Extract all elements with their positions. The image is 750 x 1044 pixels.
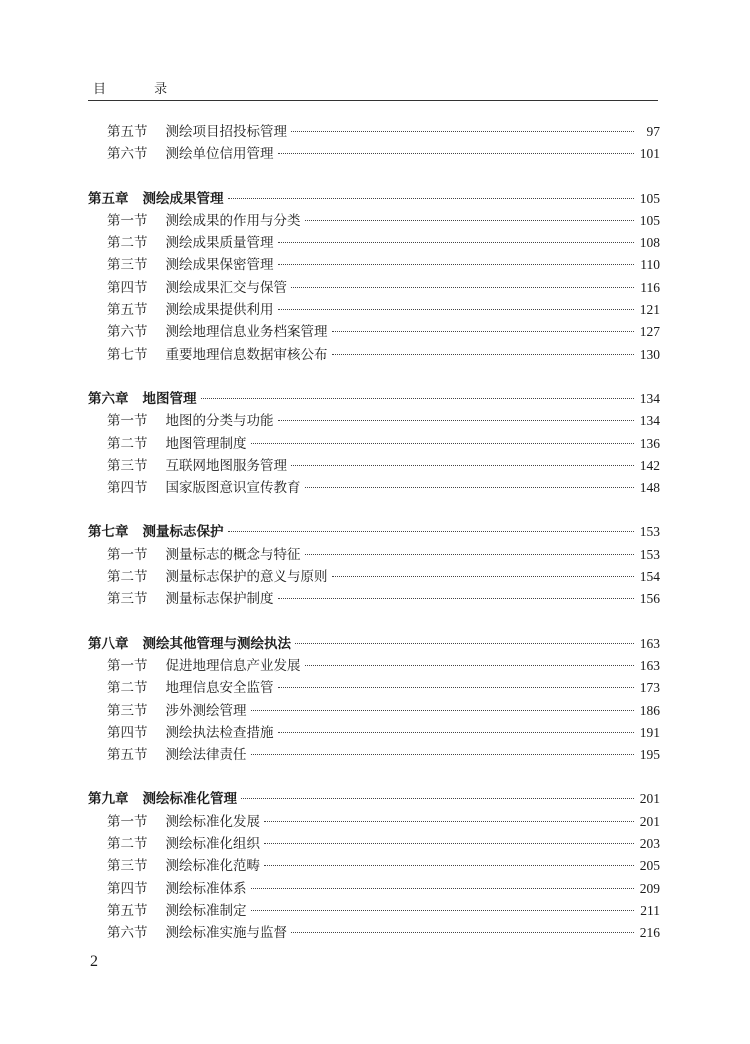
entry-title: 测绘标准化组织 [165,836,260,853]
toc-section-entry[interactable] [88,277,660,299]
entry-page-number: 134 [639,413,660,429]
entry-label: 第七章 [88,524,129,541]
entry-label: 第二节 [107,235,148,252]
dot-leader [305,665,635,666]
entry-page-number: 142 [639,457,660,473]
dot-leader [291,131,634,132]
toc-chapter-entry[interactable] [88,788,660,810]
dot-leader [332,354,635,355]
dot-leader [264,865,634,866]
entry-title: 测绘标准体系 [165,880,247,897]
toc-section-entry[interactable] [88,700,660,722]
entry-page-number: 136 [639,435,660,451]
entry-label: 第四节 [107,724,148,741]
toc-group [88,788,660,944]
entry-title: 测绘标准化发展 [165,813,260,830]
toc-section-entry[interactable] [88,455,660,477]
entry-page-number: 163 [639,635,660,651]
entry-page-number: 203 [639,836,660,852]
entry-label: 第一节 [107,657,148,674]
entry-label: 第五节 [107,902,148,919]
entry-title: 地理信息安全监管 [165,680,274,697]
entry-title: 测绘标准制定 [165,902,247,919]
dot-leader [278,598,635,599]
entry-title: 重要地理信息数据审核公布 [165,346,328,363]
entry-page-number: 130 [639,346,660,362]
entry-title: 地图的分类与功能 [165,413,274,430]
dot-leader [278,242,635,243]
entry-title: 测绘地理信息业务档案管理 [165,324,328,341]
dot-leader [278,732,635,733]
toc-group [88,388,660,499]
entry-label: 第六章 [88,390,129,407]
toc-section-entry[interactable] [88,254,660,276]
entry-page-number: 121 [639,302,660,318]
dot-leader [295,643,634,644]
entry-label: 第一节 [107,212,148,229]
entry-label: 第九章 [88,791,129,808]
dot-leader [201,398,635,399]
toc-section-entry[interactable] [88,232,660,254]
entry-label: 第二节 [107,836,148,853]
entry-title: 测绘成果质量管理 [165,235,274,252]
entry-label: 第七节 [107,346,148,363]
toc-section-entry[interactable] [88,210,660,232]
entry-title: 测绘项目招投标管理 [165,124,287,140]
entry-page-number: 156 [639,591,660,607]
dot-leader [332,576,635,577]
dot-leader [291,932,634,933]
toc-section-entry[interactable] [88,833,660,855]
entry-page-number: 116 [640,279,660,295]
toc-group [88,521,660,610]
dot-leader [278,153,635,154]
dot-leader [251,710,635,711]
dot-leader [228,198,635,199]
toc-chapter-entry[interactable] [88,188,660,210]
entry-title: 涉外测绘管理 [165,702,247,719]
toc-section-entry[interactable] [88,143,660,165]
toc-section-entry[interactable] [88,321,660,343]
entry-label: 第六节 [107,925,148,942]
dot-leader [305,487,635,488]
dot-leader [278,687,635,688]
entry-title: 测绘标准化管理 [142,791,237,808]
entry-label: 第一节 [107,413,148,430]
toc-section-entry[interactable] [88,744,660,766]
entry-title: 测绘成果管理 [142,190,224,207]
dot-leader [251,910,635,911]
entry-page-number: 191 [639,724,660,740]
entry-label: 第三节 [107,702,148,719]
entry-label: 第四节 [107,279,148,296]
dot-leader [332,331,635,332]
toc-section-entry[interactable] [88,878,660,900]
entry-title: 测绘执法检查措施 [165,724,274,741]
entry-page-number: 153 [639,546,660,562]
entry-title: 测绘成果的作用与分类 [165,212,301,229]
entry-page-number: 97 [646,124,660,139]
dot-leader [291,287,634,288]
entry-page-number: 154 [639,569,660,585]
toc-section-entry[interactable] [88,811,660,833]
dot-leader [291,465,634,466]
dot-leader [305,554,635,555]
entry-title: 测绘成果汇交与保管 [165,279,287,296]
entry-label: 第四节 [107,480,148,497]
entry-page-number: 195 [639,747,660,763]
entry-title: 测量标志保护 [142,524,224,541]
entry-title: 测量标志的概念与特征 [165,546,301,563]
entry-title: 测量标志保护制度 [165,591,274,608]
entry-page-number: 173 [639,680,660,696]
toc-group [88,121,660,166]
dot-leader [305,220,635,221]
entry-title: 地图管理制度 [165,435,247,452]
entry-page-number: 163 [639,657,660,673]
entry-label: 第五节 [107,747,148,764]
dot-leader [251,443,635,444]
header-divider [88,100,658,101]
dot-leader [241,798,634,799]
entry-label: 第二节 [107,569,148,586]
entry-label: 第三节 [107,591,148,608]
entry-page-number: 101 [639,146,660,162]
dot-leader [251,754,635,755]
toc-chapter-entry[interactable] [88,633,660,655]
running-header: 目 录 [93,82,190,97]
toc-section-entry[interactable] [88,344,660,366]
entry-label: 第六节 [107,146,148,163]
toc-chapter-entry[interactable] [88,521,660,543]
entry-label: 第五章 [88,190,129,207]
entry-title: 测绘法律责任 [165,747,247,764]
toc-section-entry[interactable] [88,410,660,432]
entry-page-number: 127 [639,324,660,340]
entry-title: 促进地理信息产业发展 [165,657,301,674]
toc-section-entry[interactable] [88,922,660,944]
entry-title: 国家版图意识宣传教育 [165,480,301,497]
entry-label: 第二节 [107,680,148,697]
entry-label: 第一节 [107,813,148,830]
entry-page-number: 201 [639,813,660,829]
entry-page-number: 209 [639,880,660,896]
toc-group [88,188,660,366]
entry-label: 第一节 [107,546,148,563]
entry-label: 第四节 [107,880,148,897]
toc-chapter-entry[interactable] [88,388,660,410]
entry-label: 第五节 [107,302,148,319]
toc-section-entry[interactable] [88,433,660,455]
entry-page-number: 153 [639,524,660,540]
entry-page-number: 148 [639,480,660,496]
entry-title: 测绘成果保密管理 [165,257,274,274]
toc-section-entry[interactable] [88,855,660,877]
toc-section-entry[interactable] [88,588,660,610]
table-of-contents [88,121,660,945]
toc-group [88,633,660,767]
entry-page-number: 216 [639,925,660,941]
toc-section-entry[interactable] [88,299,660,321]
toc-section-entry[interactable] [88,655,660,677]
dot-leader [251,888,635,889]
entry-title: 互联网地图服务管理 [165,457,287,474]
entry-title: 测绘单位信用管理 [165,146,274,163]
page-number: 2 [90,953,98,970]
entry-page-number: 205 [639,858,660,874]
entry-page-number: 105 [639,212,660,228]
entry-page-number: 201 [639,791,660,807]
entry-title: 测绘其他管理与测绘执法 [142,635,291,652]
entry-label: 第三节 [107,457,148,474]
toc-section-entry[interactable] [88,477,660,499]
entry-title: 测绘标准实施与监督 [165,925,287,942]
entry-page-number: 186 [639,702,660,718]
entry-title: 测绘成果提供利用 [165,302,274,319]
entry-page-number: 211 [640,902,660,918]
dot-leader [264,843,634,844]
dot-leader [228,531,635,532]
toc-section-entry[interactable] [88,566,660,588]
dot-leader [264,821,634,822]
entry-label: 第六节 [107,324,148,341]
toc-section-entry[interactable] [88,677,660,699]
entry-page-number: 110 [640,257,660,273]
toc-section-entry[interactable] [88,722,660,744]
entry-page-number: 134 [639,390,660,406]
dot-leader [278,420,635,421]
entry-label: 第三节 [107,257,148,274]
dot-leader [278,264,635,265]
entry-label: 第二节 [107,435,148,452]
entry-title: 测量标志保护的意义与原则 [165,569,328,586]
entry-label: 第五节 [107,124,148,140]
entry-label: 第三节 [107,858,148,875]
entry-title: 测绘标准化范畴 [165,858,260,875]
entry-title: 地图管理 [142,390,197,407]
toc-section-entry[interactable] [88,900,660,922]
entry-label: 第八章 [88,635,129,652]
entry-page-number: 108 [639,235,660,251]
dot-leader [278,309,635,310]
toc-section-entry[interactable] [88,544,660,566]
entry-page-number: 105 [639,190,660,206]
toc-section-entry[interactable] [88,121,660,143]
